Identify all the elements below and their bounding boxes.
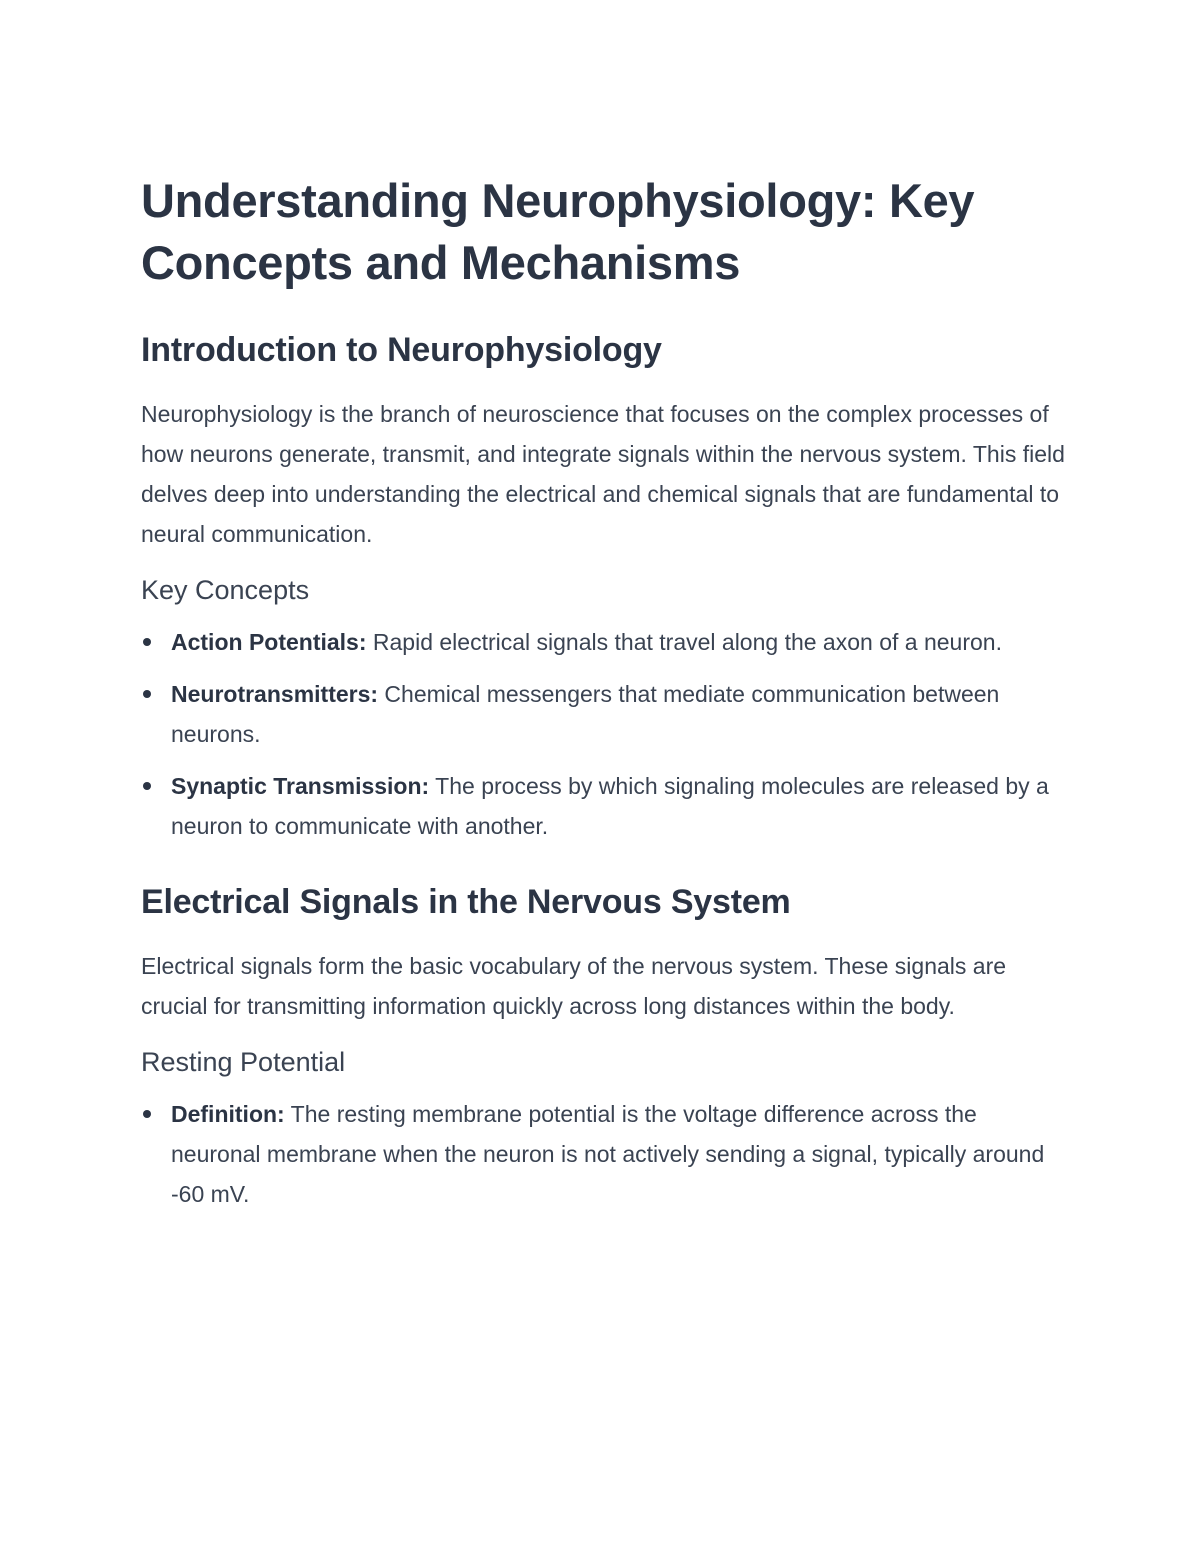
bullet-icon bbox=[143, 638, 151, 646]
bullet-icon bbox=[143, 782, 151, 790]
list-item-term: Synaptic Transmission: bbox=[171, 773, 430, 799]
list-item-text: Rapid electrical signals that travel along the axon of a neuron. bbox=[366, 629, 1002, 655]
list-item-neurotransmitters bbox=[141, 674, 1071, 754]
subheading-key-concepts: Key Concepts bbox=[141, 575, 310, 605]
list-item-text: The resting membrane potential is the voltage difference across the neuronal membrane when the neuron is not actively sending a signal, typically around -60 mV. bbox=[171, 1101, 1045, 1207]
section-heading-introduction: Introduction to Neurophysiology bbox=[141, 331, 662, 369]
section-paragraph-introduction: Neurophysiology is the branch of neuroscience that focuses on the complex processes of how neurons generate, transmit, and integrate signals within the nervous system. This field delves deep into understanding the electrical and chemical signals that are fundamental to neural communication. bbox=[141, 401, 1065, 547]
list-item-text: Chemical messengers that mediate communication between neurons. bbox=[171, 681, 1000, 747]
resting-potential-list bbox=[141, 1094, 1071, 1214]
bullet-icon bbox=[143, 690, 151, 698]
bullet-icon bbox=[143, 1110, 151, 1118]
list-item-term: Neurotransmitters: bbox=[171, 681, 379, 707]
section-heading-electrical-signals: Electrical Signals in the Nervous System bbox=[141, 883, 791, 921]
list-item-synaptic-transmission bbox=[141, 766, 1071, 846]
document-page bbox=[141, 170, 1071, 1214]
list-item-text: The process by which signaling molecules are released by a neuron to communicate with another. bbox=[171, 773, 1049, 839]
list-item-action-potentials bbox=[141, 622, 1071, 662]
document-title: Understanding Neurophysiology: Key Concepts and Mechanisms bbox=[141, 174, 975, 289]
list-item-term: Action Potentials: bbox=[171, 629, 367, 655]
list-item-definition bbox=[141, 1094, 1071, 1214]
key-concepts-list bbox=[141, 622, 1071, 846]
subheading-resting-potential: Resting Potential bbox=[141, 1047, 346, 1077]
section-paragraph-electrical-signals: Electrical signals form the basic vocabulary of the nervous system. These signals are crucial for transmitting information quickly across long distances within the body. bbox=[141, 953, 1007, 1019]
list-item-term: Definition: bbox=[171, 1101, 285, 1127]
